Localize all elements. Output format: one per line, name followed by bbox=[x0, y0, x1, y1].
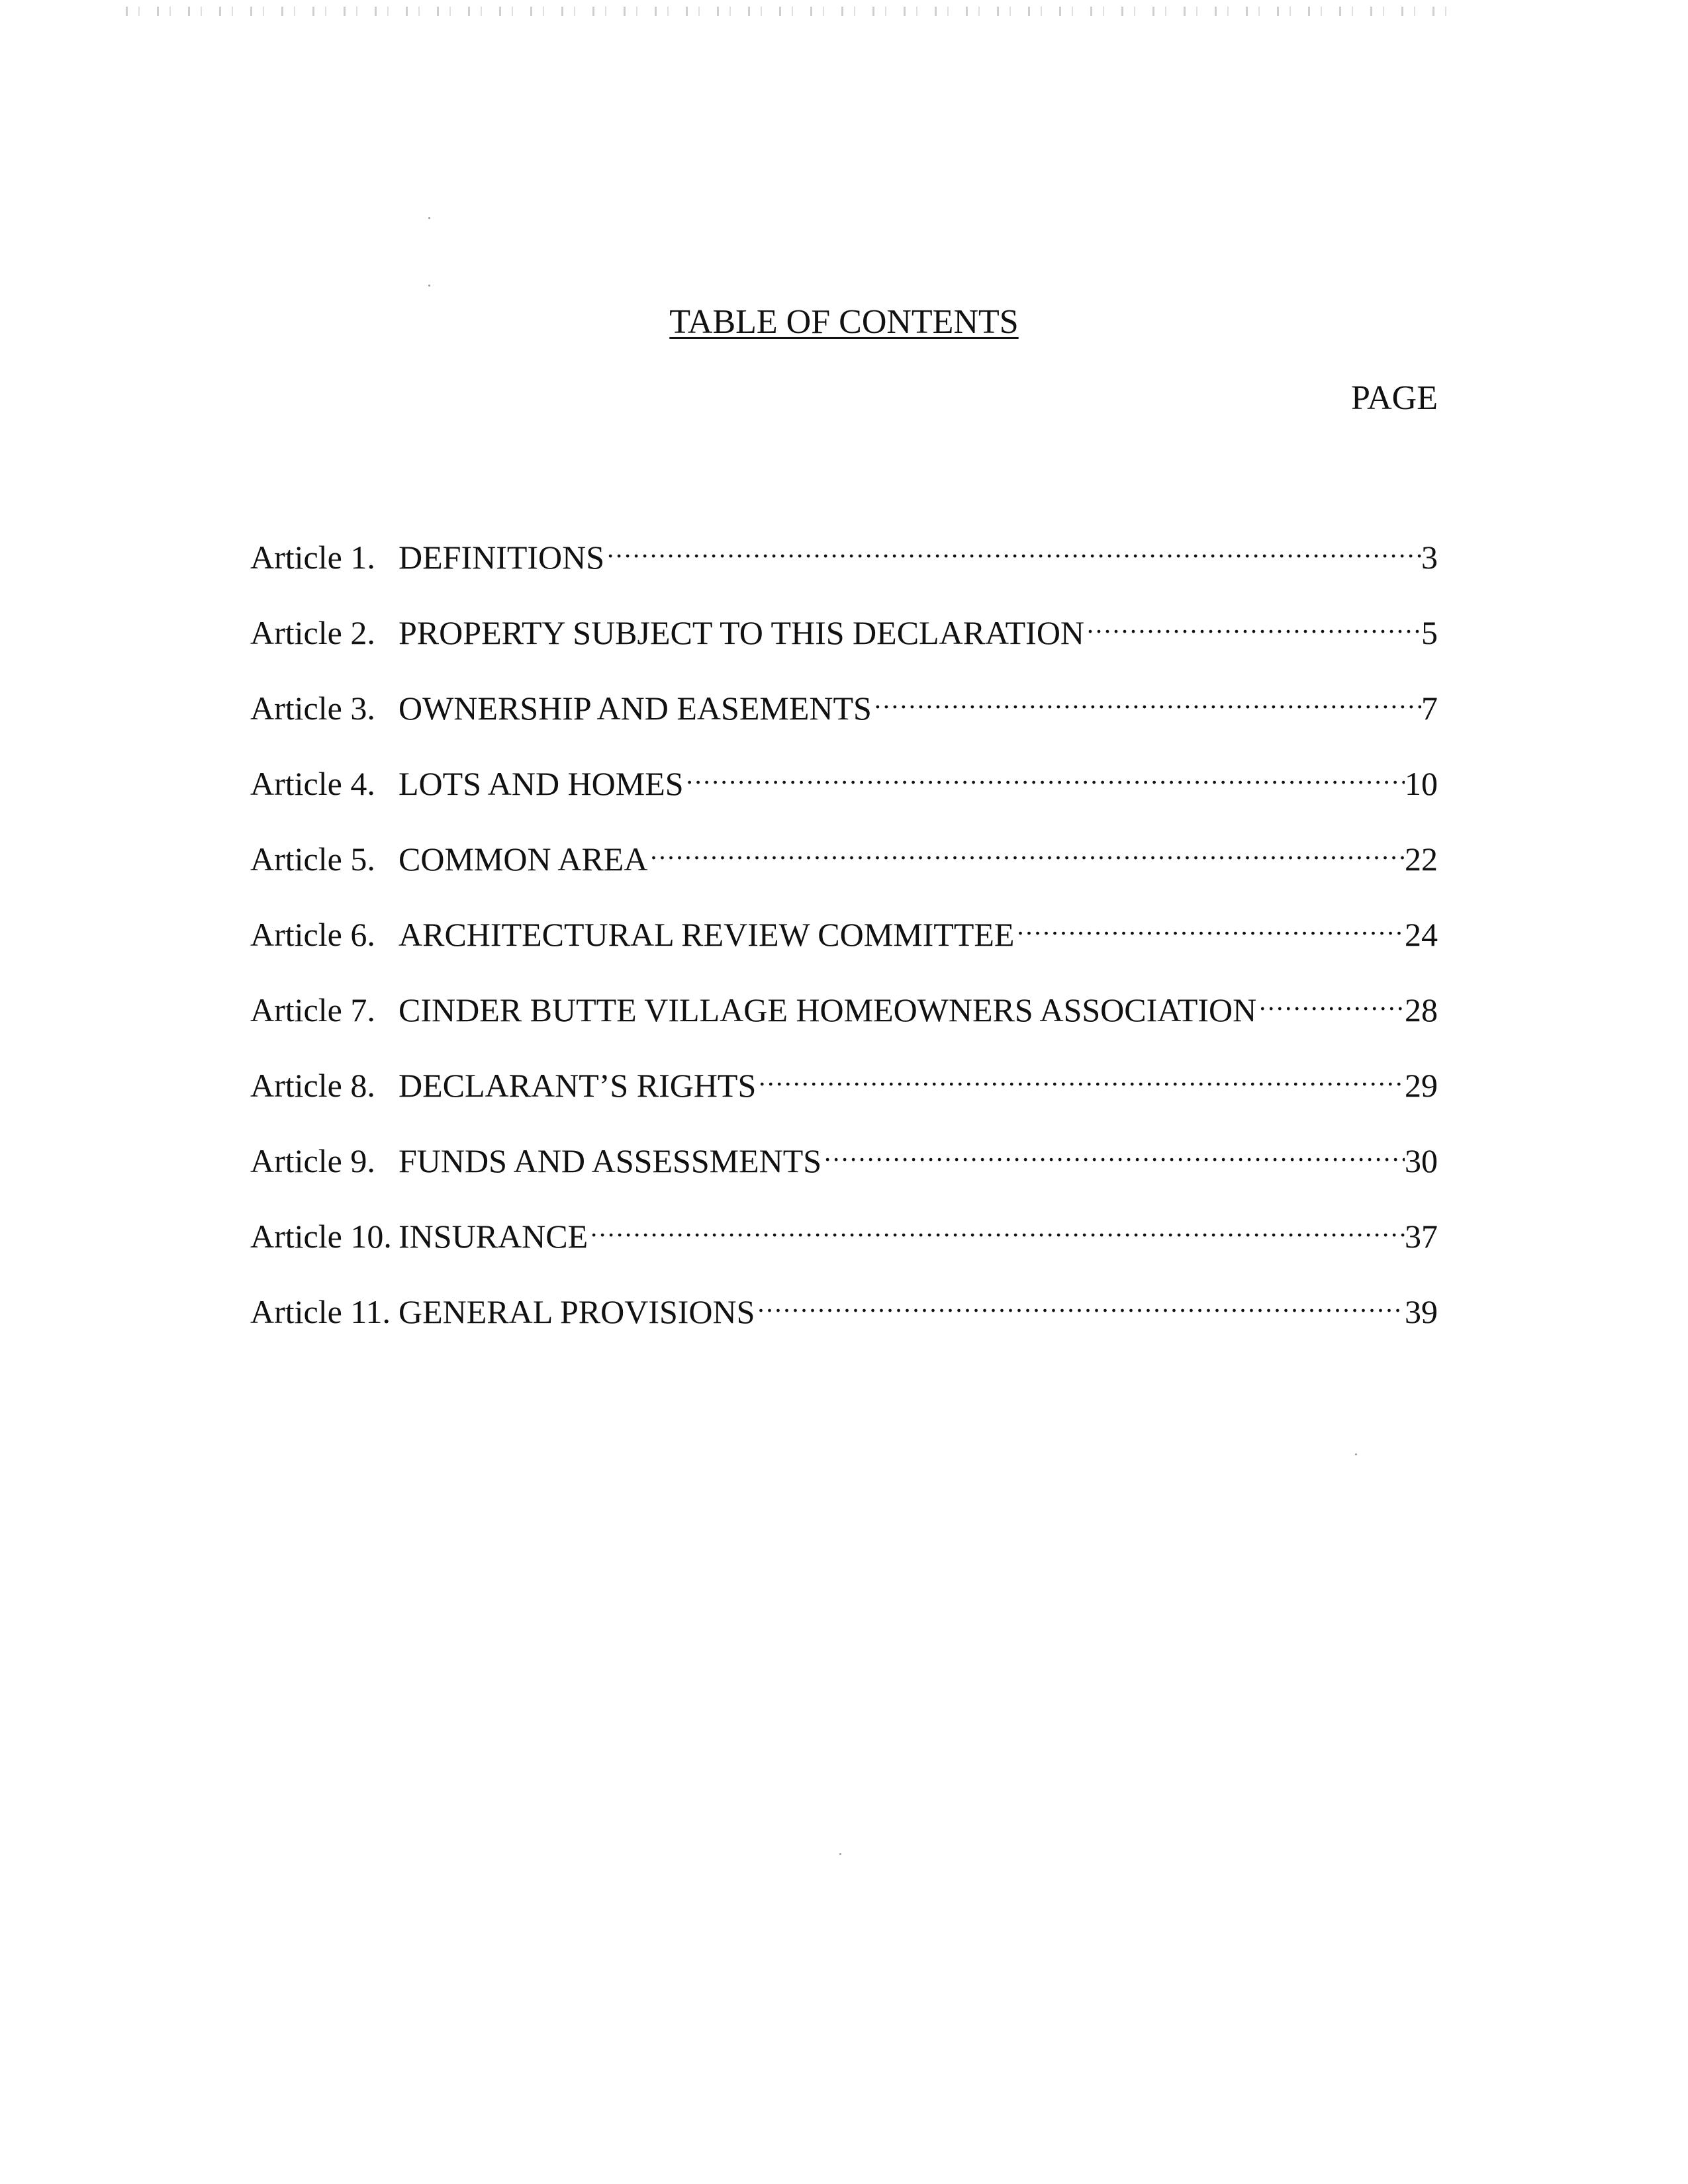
toc-dot-leader bbox=[1084, 602, 1421, 644]
toc-entry bbox=[250, 903, 1438, 979]
toc-entry-page: 24 bbox=[1405, 916, 1438, 953]
toc-dot-leader bbox=[604, 526, 1421, 569]
toc-entry bbox=[250, 752, 1438, 828]
toc-entry bbox=[250, 1281, 1438, 1356]
toc-entry-heading: DEFINITIONS bbox=[399, 539, 605, 576]
toc-title-text: TABLE OF CONTENTS bbox=[669, 303, 1019, 341]
toc-entry-number: Article 11. bbox=[250, 1293, 391, 1330]
toc-entry bbox=[250, 1130, 1438, 1205]
toc-entry-page: 7 bbox=[1421, 690, 1438, 727]
toc-dot-leader bbox=[1256, 979, 1405, 1021]
toc-entry-heading: CINDER BUTTE VILLAGE HOMEOWNERS ASSOCIATION bbox=[399, 991, 1257, 1028]
page-column-label: PAGE bbox=[1350, 379, 1438, 417]
toc-dot-leader bbox=[755, 1281, 1405, 1323]
toc-entry-number: Article 2. bbox=[250, 614, 375, 651]
toc-dot-leader bbox=[588, 1205, 1405, 1248]
toc-entry-number: Article 5. bbox=[250, 841, 375, 878]
toc-entry-number: Article 4. bbox=[250, 765, 375, 802]
scan-speck bbox=[839, 1853, 841, 1855]
toc-entry-page: 28 bbox=[1405, 991, 1438, 1028]
toc-entry-number: Article 9. bbox=[250, 1142, 375, 1179]
toc-entry bbox=[250, 677, 1438, 752]
toc-entry-heading: DECLARANT’S RIGHTS bbox=[399, 1067, 757, 1104]
scan-speck bbox=[428, 285, 430, 287]
toc-entry-heading: ARCHITECTURAL REVIEW COMMITTEE bbox=[399, 916, 1015, 953]
toc-entry-number: Article 6. bbox=[250, 916, 375, 953]
toc-entry-page: 30 bbox=[1405, 1142, 1438, 1179]
toc-entry-page: 29 bbox=[1405, 1067, 1438, 1104]
scan-speck bbox=[428, 217, 430, 219]
toc-entry-number: Article 8. bbox=[250, 1067, 375, 1104]
toc-entry bbox=[250, 602, 1438, 677]
toc-entry-heading: INSURANCE bbox=[399, 1218, 588, 1255]
toc-dot-leader bbox=[821, 1130, 1405, 1172]
toc-dot-leader bbox=[756, 1054, 1405, 1097]
toc-dot-leader bbox=[647, 828, 1405, 870]
toc-entry-page: 3 bbox=[1421, 539, 1438, 576]
toc-entry-heading: LOTS AND HOMES bbox=[399, 765, 684, 802]
toc-list bbox=[250, 526, 1438, 1356]
toc-entry bbox=[250, 1205, 1438, 1281]
toc-entry bbox=[250, 1054, 1438, 1130]
toc-entry-number: Article 7. bbox=[250, 991, 375, 1028]
toc-entry-page: 37 bbox=[1405, 1218, 1438, 1255]
toc-entry-heading: GENERAL PROVISIONS bbox=[399, 1293, 755, 1330]
toc-entry-heading: FUNDS AND ASSESSMENTS bbox=[399, 1142, 822, 1179]
scan-speck bbox=[1355, 1453, 1357, 1455]
toc-dot-leader bbox=[1014, 903, 1405, 946]
toc-entry-page: 5 bbox=[1421, 614, 1438, 651]
toc-entry-page: 10 bbox=[1405, 765, 1438, 802]
scan-artifacts bbox=[126, 7, 1463, 16]
toc-entry-heading: COMMON AREA bbox=[399, 841, 648, 878]
toc-entry bbox=[250, 526, 1438, 602]
toc-entry-page: 22 bbox=[1405, 841, 1438, 878]
toc-entry bbox=[250, 828, 1438, 903]
toc-entry-number: Article 1. bbox=[250, 539, 375, 576]
toc-entry-heading: OWNERSHIP AND EASEMENTS bbox=[399, 690, 872, 727]
toc-dot-leader bbox=[684, 752, 1405, 795]
toc-entry-number: Article 3. bbox=[250, 690, 375, 727]
toc-entry-page: 39 bbox=[1405, 1293, 1438, 1330]
toc-entry-heading: PROPERTY SUBJECT TO THIS DECLARATION bbox=[399, 614, 1085, 651]
toc-dot-leader bbox=[872, 677, 1421, 719]
toc-entry bbox=[250, 979, 1438, 1054]
toc-title bbox=[0, 301, 1688, 343]
toc-entry-number: Article 10. bbox=[250, 1218, 392, 1255]
